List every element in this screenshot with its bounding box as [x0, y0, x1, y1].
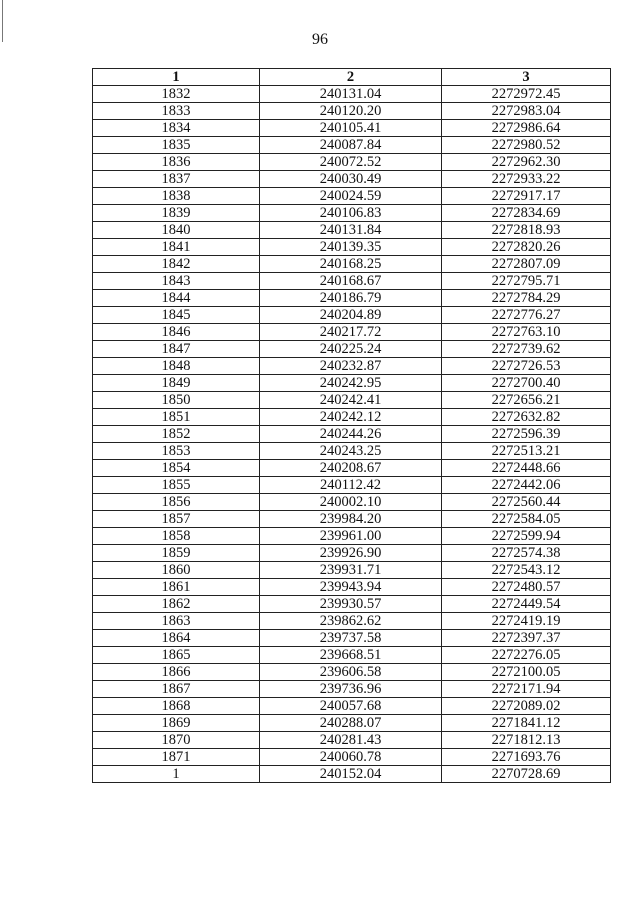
- table-row: [93, 137, 611, 154]
- x-coordinate-cell: 240204.89: [260, 307, 442, 324]
- table-row: [93, 307, 611, 324]
- y-coordinate-cell: 2272574.38: [442, 545, 611, 562]
- table-row: [93, 681, 611, 698]
- point-number-cell: 1870: [93, 732, 260, 749]
- point-number-cell: 1869: [93, 715, 260, 732]
- table-row: [93, 715, 611, 732]
- point-number-cell: 1855: [93, 477, 260, 494]
- table-row: [93, 273, 611, 290]
- y-coordinate-cell: 2272834.69: [442, 205, 611, 222]
- x-coordinate-cell: 240288.07: [260, 715, 442, 732]
- y-coordinate-cell: 2272513.21: [442, 443, 611, 460]
- x-coordinate-cell: 239930.57: [260, 596, 442, 613]
- point-number-cell: 1833: [93, 103, 260, 120]
- y-coordinate-cell: 2270728.69: [442, 766, 611, 783]
- x-coordinate-cell: 239862.62: [260, 613, 442, 630]
- table-row: [93, 732, 611, 749]
- y-coordinate-cell: 2272807.09: [442, 256, 611, 273]
- point-number-cell: 1856: [93, 494, 260, 511]
- point-number-cell: 1842: [93, 256, 260, 273]
- x-coordinate-cell: 240120.20: [260, 103, 442, 120]
- point-number-cell: 1857: [93, 511, 260, 528]
- point-number-cell: 1839: [93, 205, 260, 222]
- x-coordinate-cell: 240152.04: [260, 766, 442, 783]
- y-coordinate-cell: 2272397.37: [442, 630, 611, 647]
- table-row: [93, 120, 611, 137]
- page-number: 96: [312, 31, 328, 48]
- y-coordinate-cell: 2272962.30: [442, 154, 611, 171]
- table-body: [93, 86, 611, 783]
- y-coordinate-cell: 2272449.54: [442, 596, 611, 613]
- x-coordinate-cell: 240281.43: [260, 732, 442, 749]
- point-number-cell: 1843: [93, 273, 260, 290]
- table-row: [93, 443, 611, 460]
- point-number-cell: 1859: [93, 545, 260, 562]
- y-coordinate-cell: 2272818.93: [442, 222, 611, 239]
- x-coordinate-cell: 240243.25: [260, 443, 442, 460]
- point-number-cell: 1854: [93, 460, 260, 477]
- y-coordinate-cell: 2272784.29: [442, 290, 611, 307]
- y-coordinate-cell: 2272584.05: [442, 511, 611, 528]
- y-coordinate-cell: 2272419.19: [442, 613, 611, 630]
- point-number-cell: 1845: [93, 307, 260, 324]
- x-coordinate-cell: 239736.96: [260, 681, 442, 698]
- point-number-cell: 1862: [93, 596, 260, 613]
- table-row: [93, 766, 611, 783]
- table-row: [93, 664, 611, 681]
- point-number-cell: 1847: [93, 341, 260, 358]
- table-header: [93, 69, 611, 86]
- x-coordinate-cell: 239931.71: [260, 562, 442, 579]
- y-coordinate-cell: 2272632.82: [442, 409, 611, 426]
- x-coordinate-cell: 240242.95: [260, 375, 442, 392]
- x-coordinate-cell: 240024.59: [260, 188, 442, 205]
- point-number-cell: 1836: [93, 154, 260, 171]
- x-coordinate-cell: 240225.24: [260, 341, 442, 358]
- x-coordinate-cell: 240131.04: [260, 86, 442, 103]
- y-coordinate-cell: 2272442.06: [442, 477, 611, 494]
- x-coordinate-cell: 240208.67: [260, 460, 442, 477]
- y-coordinate-cell: 2272171.94: [442, 681, 611, 698]
- point-number-cell: 1852: [93, 426, 260, 443]
- table-row: [93, 154, 611, 171]
- table-row: [93, 392, 611, 409]
- table-row: [93, 528, 611, 545]
- y-coordinate-cell: 2272763.10: [442, 324, 611, 341]
- point-number-cell: 1871: [93, 749, 260, 766]
- point-number-cell: 1837: [93, 171, 260, 188]
- y-coordinate-cell: 2272100.05: [442, 664, 611, 681]
- x-coordinate-cell: 240217.72: [260, 324, 442, 341]
- x-coordinate-cell: 240030.49: [260, 171, 442, 188]
- point-number-cell: 1860: [93, 562, 260, 579]
- point-number-cell: 1849: [93, 375, 260, 392]
- point-number-cell: 1835: [93, 137, 260, 154]
- y-coordinate-cell: 2272700.40: [442, 375, 611, 392]
- y-coordinate-cell: 2272543.12: [442, 562, 611, 579]
- x-coordinate-cell: 239943.94: [260, 579, 442, 596]
- table-row: [93, 103, 611, 120]
- table-row: [93, 188, 611, 205]
- table-row: [93, 698, 611, 715]
- table-row: [93, 324, 611, 341]
- table-row: [93, 375, 611, 392]
- point-number-cell: 1864: [93, 630, 260, 647]
- table-row: [93, 596, 611, 613]
- column-header-x-coordinate: 2: [260, 69, 442, 86]
- point-number-cell: 1868: [93, 698, 260, 715]
- y-coordinate-cell: 2272089.02: [442, 698, 611, 715]
- coordinates-table: [92, 68, 611, 783]
- x-coordinate-cell: 239984.20: [260, 511, 442, 528]
- y-coordinate-cell: 2272599.94: [442, 528, 611, 545]
- y-coordinate-cell: 2271693.76: [442, 749, 611, 766]
- table-row: [93, 749, 611, 766]
- table-row: [93, 630, 611, 647]
- point-number-cell: 1851: [93, 409, 260, 426]
- point-number-cell: 1850: [93, 392, 260, 409]
- y-coordinate-cell: 2272933.22: [442, 171, 611, 188]
- y-coordinate-cell: 2272820.26: [442, 239, 611, 256]
- y-coordinate-cell: 2272983.04: [442, 103, 611, 120]
- point-number-cell: 1838: [93, 188, 260, 205]
- table-row: [93, 358, 611, 375]
- x-coordinate-cell: 239606.58: [260, 664, 442, 681]
- table-row: [93, 477, 611, 494]
- table-row: [93, 426, 611, 443]
- x-coordinate-cell: 240112.42: [260, 477, 442, 494]
- table-row: [93, 460, 611, 477]
- x-coordinate-cell: 239926.90: [260, 545, 442, 562]
- x-coordinate-cell: 240087.84: [260, 137, 442, 154]
- x-coordinate-cell: 239737.58: [260, 630, 442, 647]
- table-row: [93, 290, 611, 307]
- point-number-cell: 1866: [93, 664, 260, 681]
- table-row: [93, 562, 611, 579]
- point-number-cell: 1840: [93, 222, 260, 239]
- x-coordinate-cell: 239961.00: [260, 528, 442, 545]
- y-coordinate-cell: 2272560.44: [442, 494, 611, 511]
- point-number-cell: 1846: [93, 324, 260, 341]
- x-coordinate-cell: 240002.10: [260, 494, 442, 511]
- y-coordinate-cell: 2272795.71: [442, 273, 611, 290]
- point-number-cell: 1858: [93, 528, 260, 545]
- x-coordinate-cell: 240072.52: [260, 154, 442, 171]
- y-coordinate-cell: 2271841.12: [442, 715, 611, 732]
- x-coordinate-cell: 240242.12: [260, 409, 442, 426]
- point-number-cell: 1848: [93, 358, 260, 375]
- table-row: [93, 545, 611, 562]
- y-coordinate-cell: 2272726.53: [442, 358, 611, 375]
- point-number-cell: 1853: [93, 443, 260, 460]
- point-number-cell: 1834: [93, 120, 260, 137]
- point-number-cell: 1863: [93, 613, 260, 630]
- point-number-cell: 1832: [93, 86, 260, 103]
- point-number-cell: 1844: [93, 290, 260, 307]
- x-coordinate-cell: 240232.87: [260, 358, 442, 375]
- point-number-cell: 1: [93, 766, 260, 783]
- y-coordinate-cell: 2271812.13: [442, 732, 611, 749]
- x-coordinate-cell: 240106.83: [260, 205, 442, 222]
- table-row: [93, 171, 611, 188]
- y-coordinate-cell: 2272986.64: [442, 120, 611, 137]
- x-coordinate-cell: 240139.35: [260, 239, 442, 256]
- x-coordinate-cell: 240168.67: [260, 273, 442, 290]
- column-header-y-coordinate: 3: [442, 69, 611, 86]
- y-coordinate-cell: 2272448.66: [442, 460, 611, 477]
- y-coordinate-cell: 2272776.27: [442, 307, 611, 324]
- y-coordinate-cell: 2272980.52: [442, 137, 611, 154]
- table-row: [93, 341, 611, 358]
- table-row: [93, 511, 611, 528]
- x-coordinate-cell: 240057.68: [260, 698, 442, 715]
- table-row: [93, 86, 611, 103]
- point-number-cell: 1865: [93, 647, 260, 664]
- table-row: [93, 239, 611, 256]
- table-row: [93, 494, 611, 511]
- table-row: [93, 256, 611, 273]
- table-row: [93, 579, 611, 596]
- header-row: [93, 69, 611, 86]
- x-coordinate-cell: 240244.26: [260, 426, 442, 443]
- y-coordinate-cell: 2272276.05: [442, 647, 611, 664]
- y-coordinate-cell: 2272596.39: [442, 426, 611, 443]
- point-number-cell: 1841: [93, 239, 260, 256]
- y-coordinate-cell: 2272480.57: [442, 579, 611, 596]
- table-row: [93, 222, 611, 239]
- y-coordinate-cell: 2272917.17: [442, 188, 611, 205]
- y-coordinate-cell: 2272972.45: [442, 86, 611, 103]
- x-coordinate-cell: 239668.51: [260, 647, 442, 664]
- y-coordinate-cell: 2272656.21: [442, 392, 611, 409]
- point-number-cell: 1861: [93, 579, 260, 596]
- table-row: [93, 409, 611, 426]
- x-coordinate-cell: 240186.79: [260, 290, 442, 307]
- table-row: [93, 205, 611, 222]
- x-coordinate-cell: 240131.84: [260, 222, 442, 239]
- x-coordinate-cell: 240060.78: [260, 749, 442, 766]
- table-row: [93, 647, 611, 664]
- y-coordinate-cell: 2272739.62: [442, 341, 611, 358]
- x-coordinate-cell: 240168.25: [260, 256, 442, 273]
- column-header-point-number: 1: [93, 69, 260, 86]
- point-number-cell: 1867: [93, 681, 260, 698]
- x-coordinate-cell: 240105.41: [260, 120, 442, 137]
- x-coordinate-cell: 240242.41: [260, 392, 442, 409]
- table-row: [93, 613, 611, 630]
